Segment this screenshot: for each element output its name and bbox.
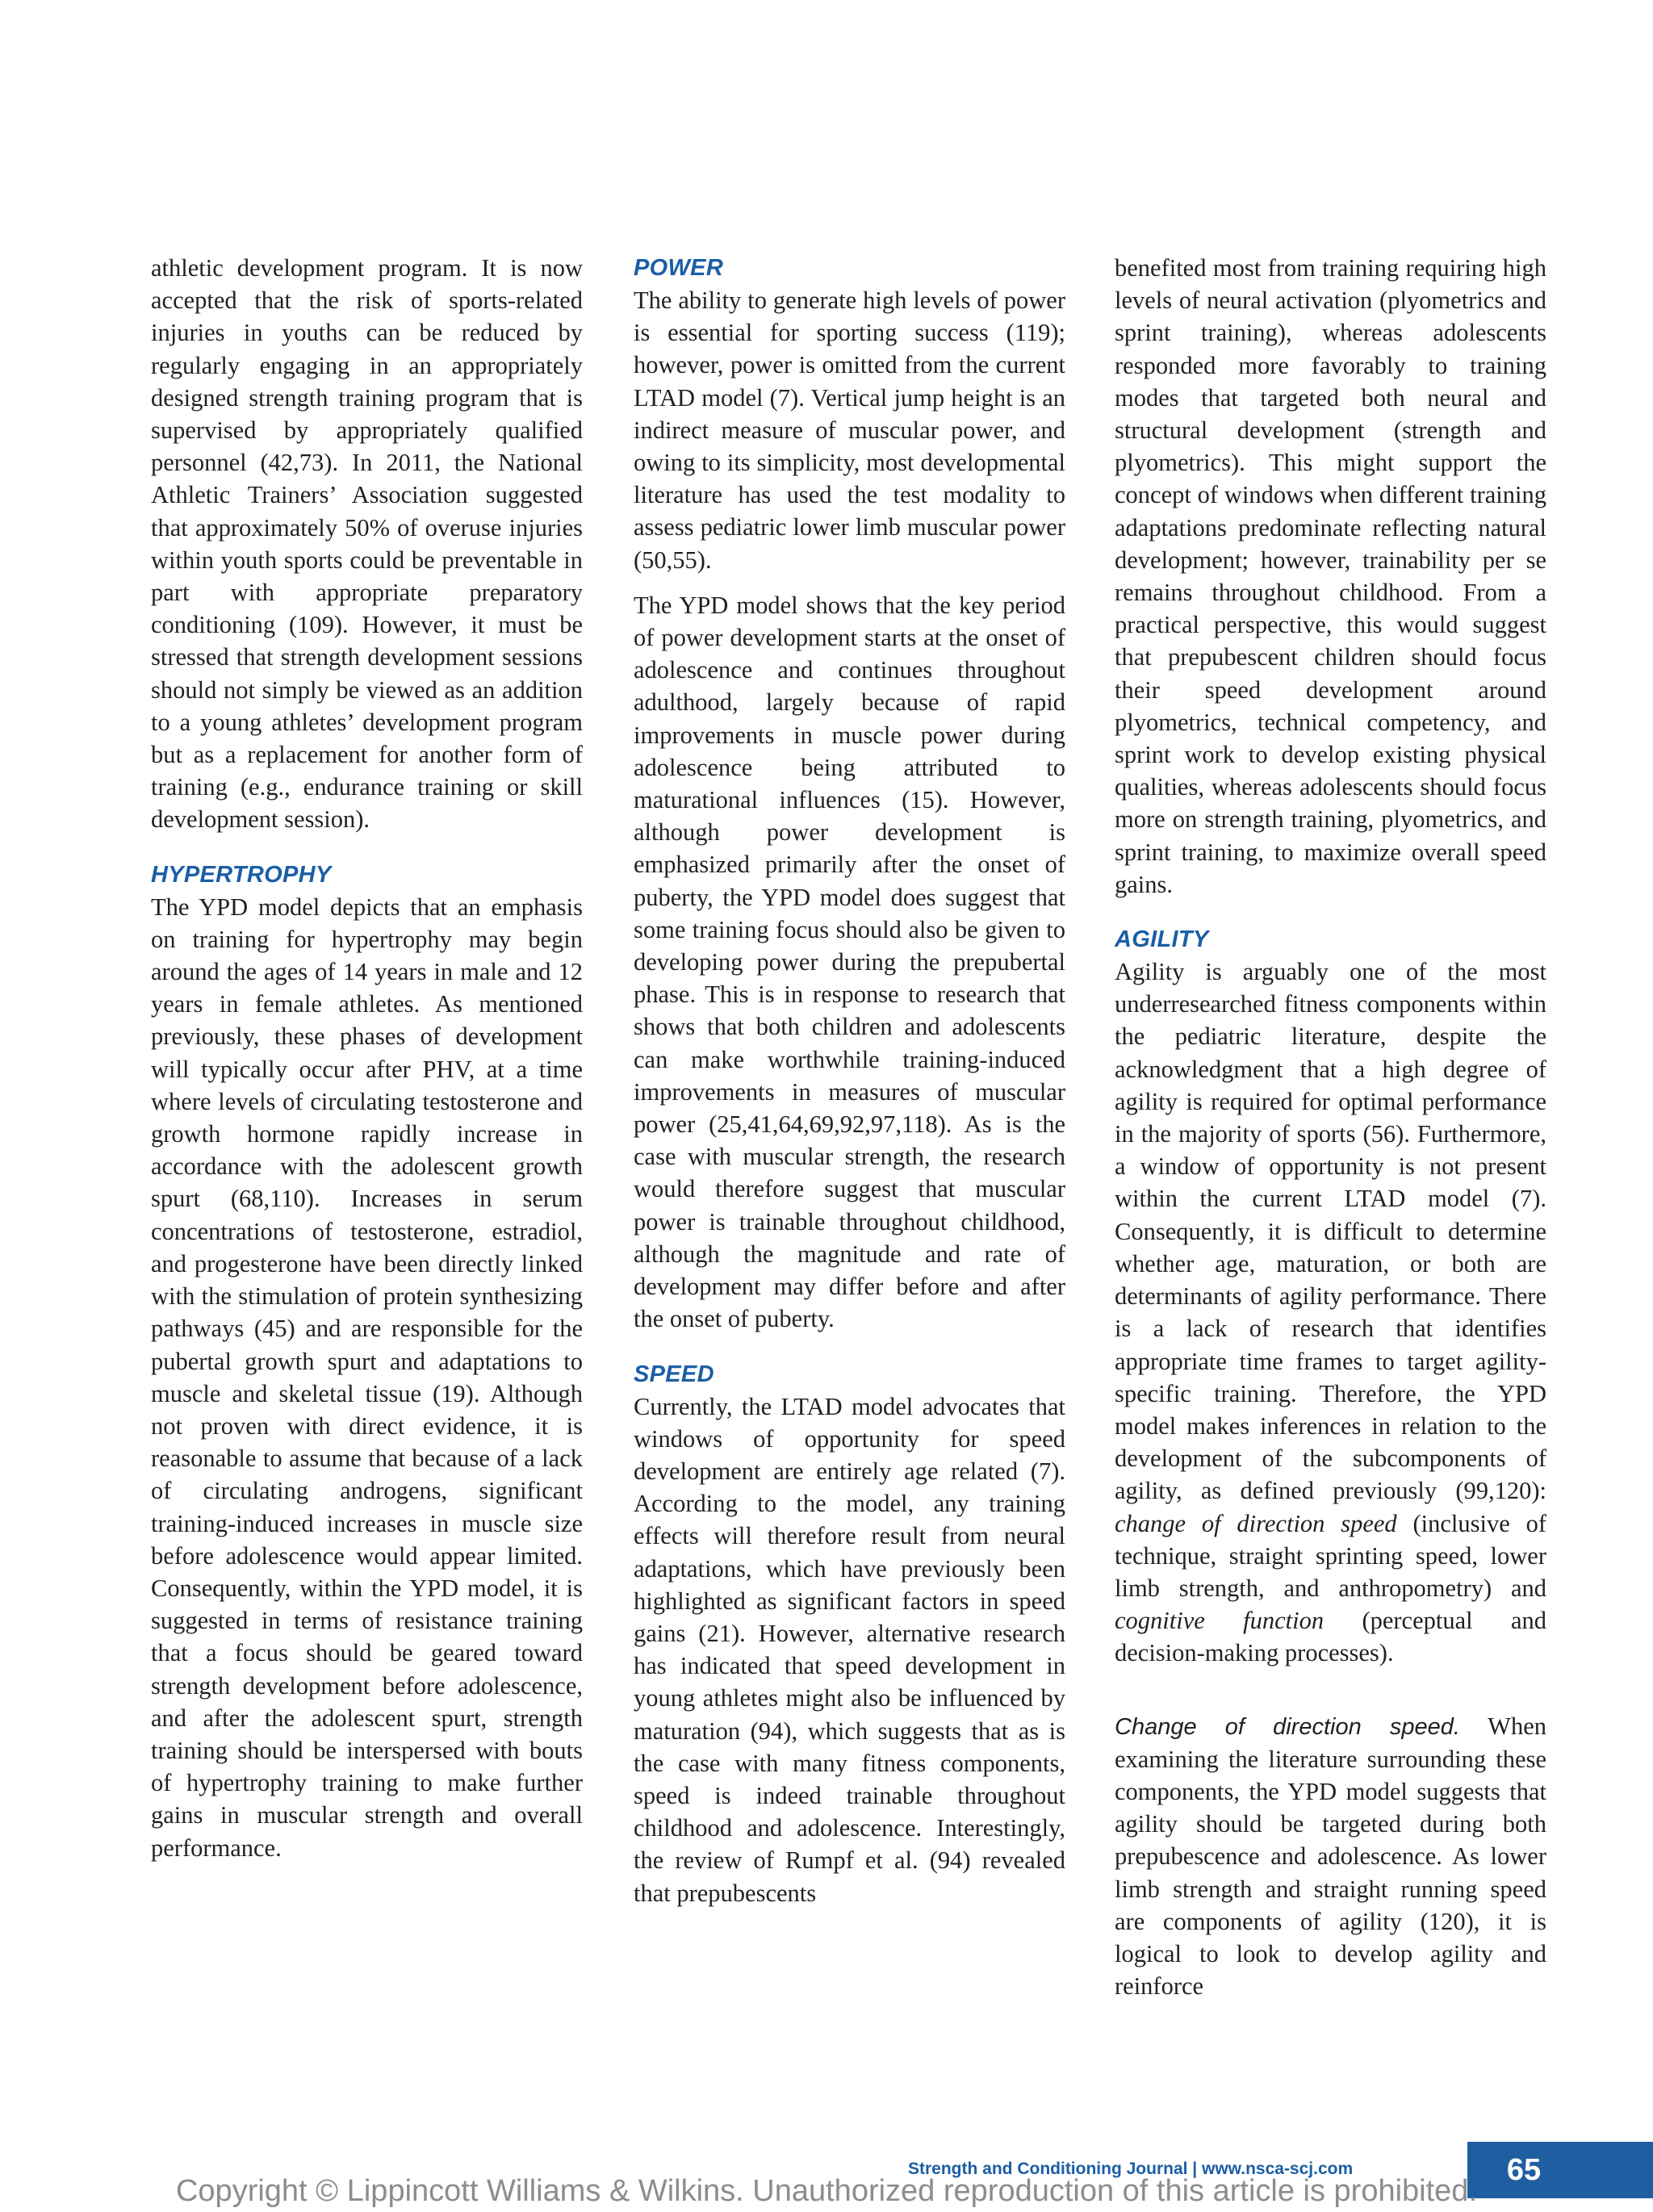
column-right (1115, 252, 1546, 2010)
section-heading-hypertrophy: HYPERTROPHY (151, 861, 332, 888)
text-run: Agility is arguably one of the most underresearched fitness components within the pediatric literature, despite the acknowledgment that a high degree of agility is required for optimal performance in the majority of sports (56). Furthermore, a window of opportunity is not present within the current LTAD model (7). Consequently, it is difficult to determine whether age, maturation, or both are determinants of agility performance. There is a lack of research that identifies appropriate time frames to target agility-specific training. Therefore, the YPD model makes inferences in relation to the development of the subcomponents of agility, as defined previously (99,120): (1115, 958, 1546, 1505)
emphasis-term: change of direction speed (1115, 1509, 1397, 1537)
paragraph (1115, 955, 1546, 1669)
column-left (151, 252, 583, 1872)
column-middle (634, 252, 1065, 1917)
emphasis-term: cognitive function (1115, 1607, 1324, 1635)
run-in-heading: Change of direction speed. (1115, 1713, 1460, 1740)
paragraph: Currently, the LTAD model advocates that windows of opportunity for speed development are entirely age related (7). According to the model, any training effects will therefore result from neural adaptations, which have previously been highlighted as significant factors in speed gains (21). However, alternative research has indicated that speed development in young athletes might also be influenced by maturation (94), which suggests that as is the case with many fitness components, speed is indeed trainable throughout childhood and adolescence. Interestingly, the review of Rumpf et al. (94) revealed that prepubescents (634, 1392, 1065, 1907)
footer-journal-name: Strength and Conditioning Journal | www.nsca-scj.com (908, 2160, 1354, 2178)
paragraph: athletic development program. It is now accepted that the risk of sports-related injuries in youths can be reduced by regularly engaging in an appropriately designed strength training program that is supervised by appropriately qualified personnel (42,73). In 2011, the National Athletic Trainers’ Association suggested that approximately 50% of overuse injuries within youth sports could be preventable in part with appropriate preparatory conditioning (109). However, it must be stressed that strength development sessions should not simply be viewed as an addition to a young athletes’ development program but as a replacement for another form of training (e.g., endurance training or skill development session). (151, 254, 583, 834)
paragraph: benefited most from training requiring high levels of neural activation (plyometrics and sprint training), whereas adolescents responded more favorably to training modes that targeted both neural and structural development (strength and plyometrics). This might support the concept of windows when different training adaptations predominate reflecting natural development; however, trainability per se remains throughout childhood. From a practical perspective, this would suggest that prepubescent children should focus their speed development around plyometrics, technical competency, and sprint work to develop existing physical qualities, whereas adolescents should focus more on strength training, plyometrics, and sprint training, to maximize overall speed gains. (1115, 254, 1546, 898)
copyright-notice: Copyright © Lippincott Williams & Wilkins. Unauthorized reproduction of this article is prohibited. (175, 2174, 1477, 2208)
paragraph: The YPD model shows that the key period of power development starts at the onset of adolescence and continues throughout adulthood, largely because of rapid improvements in muscle power during adolescence being attributed to maturational influences (15). However, although power development is emphasized primarily after the onset of puberty, the YPD model does suggest that some training focus should also be given to developing power during the prepubertal phase. This is in response to research that shows that both children and adolescents can make worthwhile training-induced improvements in measures of muscular power (25,41,64,69,92,97,118). As is the case with muscular strength, the research would therefore suggest that muscular power is trainable throughout childhood, although the magnitude and rate of development may differ before and after the onset of puberty. (634, 591, 1065, 1333)
paragraph: The ability to generate high levels of power is essential for sporting success (119); however, power is omitted from the current LTAD model (7). Vertical jump height is an indirect measure of muscular power, and owing to its simplicity, most developmental literature has used the test modality to assess pediatric lower limb muscular power (50,55). (634, 286, 1065, 574)
page-number: 65 (1506, 2153, 1542, 2187)
text-run: (inclusive of technique, straight sprinting speed, lower limb strength, and anthropometry) and (1115, 1509, 1546, 1602)
section-heading-speed: SPEED (634, 1361, 714, 1387)
paragraph (1115, 1710, 1546, 2003)
paragraph: The YPD model depicts that an emphasis on training for hypertrophy may begin around the ages of 14 years in male and 12 years in female athletes. As mentioned previously, these phases of development will typically occur after PHV, at a time where levels of circulating testosterone and growth hormone rapidly increase in accordance with the adolescent growth spurt (68,110). Increases in serum concentrations of testosterone, estradiol, and progesterone have been directly linked with the stimulation of protein synthesizing pathways (45) and are responsible for the pubertal growth spurt and adaptations to muscle and skeletal tissue (19). Although not proven with direct evidence, it is reasonable to assume that because of a lack of circulating androgens, significant training-induced increases in muscle size before adolescence would appear limited. Consequently, within the YPD model, it is suggested in terms of resistance training that a focus should be geared toward strength development before adolescence, and after the adolescent spurt, strength training should be interspersed with bouts of hypertrophy training to make further gains in muscular strength and overall performance. (151, 893, 583, 1862)
text-run: (perceptual and decision-making processes). (1115, 1607, 1546, 1667)
section-heading-power: POWER (634, 255, 724, 281)
text-run: When examining the literature surrounding these components, the YPD model suggests that agility should be targeted during both prepubescence and adolescence. As lower limb strength and straight running speed are components of agility (120), it is logical to look to develop agility and reinforce (1115, 1712, 1546, 2001)
section-heading-agility: AGILITY (1115, 926, 1209, 953)
